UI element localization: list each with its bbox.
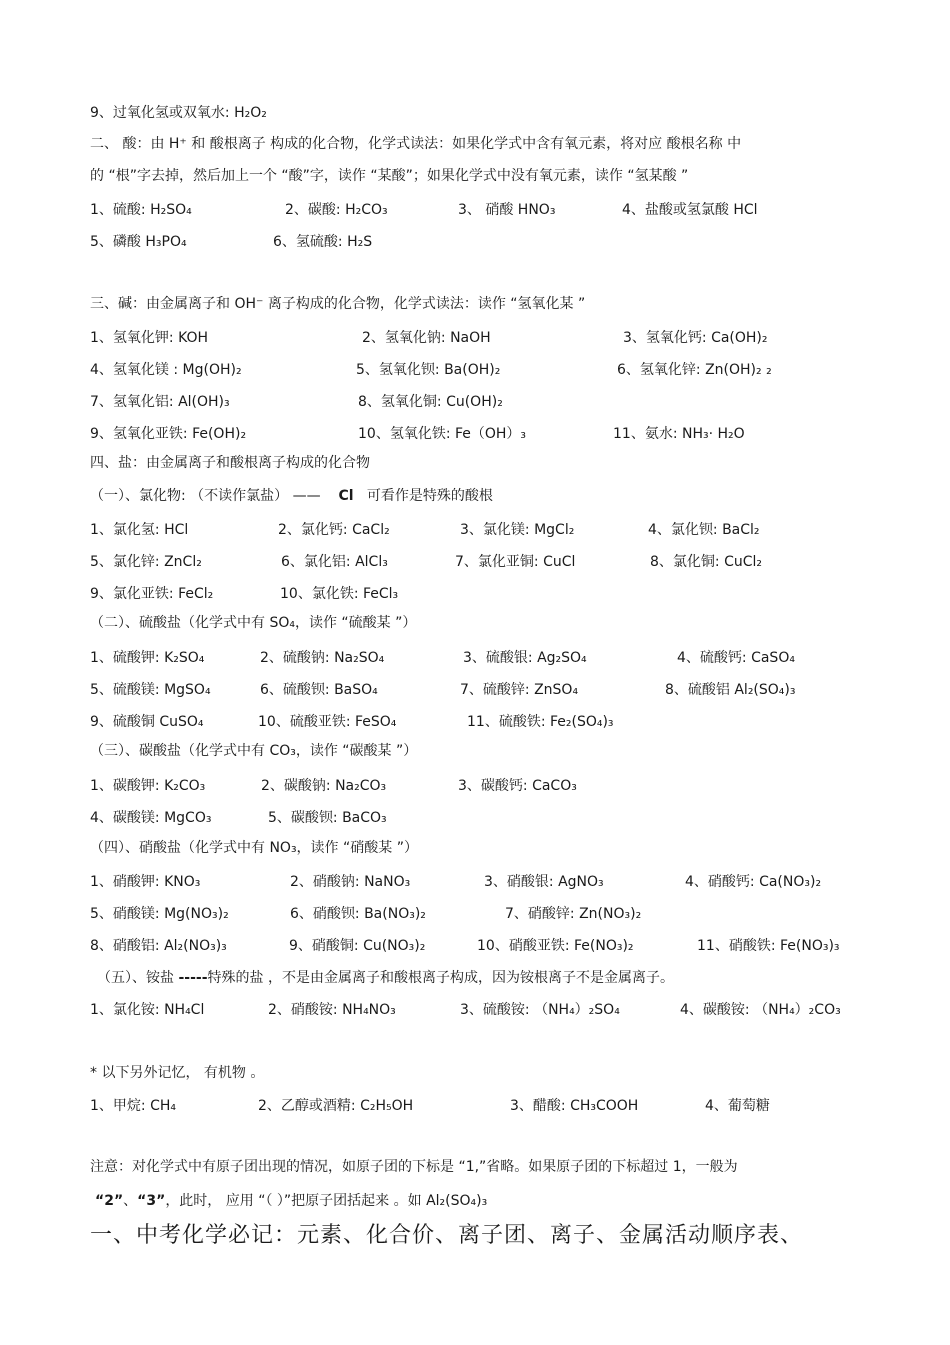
ammonium-heading-post: 特殊的盐 ，不是由金属离子和酸根离子构成，因为铵根离子不是金属离子。 xyxy=(207,970,674,986)
organic-intro: * 以下另外记忆， 有机物 。 xyxy=(90,1065,265,1081)
chloride-item: 10、氯化铁: FeCl₃ xyxy=(280,586,399,602)
organic-item: 3、醋酸: CH₃COOH xyxy=(510,1098,639,1114)
organic-item: 2、乙醇或酒精: C₂H₅OH xyxy=(258,1098,414,1114)
line-h2o2: 9、过氧化氢或双氧水: H₂O₂ xyxy=(90,105,267,121)
chloride-item: 9、氯化亚铁: FeCl₂ xyxy=(90,586,214,602)
acid-item: 3、 硝酸 HNO₃ xyxy=(458,202,556,218)
ammonium-item: 4、碳酸铵: （NH₄）₂CO₃ xyxy=(680,1002,841,1018)
acid-item: 4、盐酸或氢氯酸 HCl xyxy=(622,202,758,218)
chloride-item: 1、氯化氢: HCl xyxy=(90,522,189,538)
base-item: 9、氢氧化亚铁: Fe(OH)₂ xyxy=(90,426,247,442)
nitrate-item: 7、硝酸锌: Zn(NO₃)₂ xyxy=(505,906,642,922)
sulfate-item: 2、硫酸钠: Na₂SO₄ xyxy=(260,650,385,666)
acid-item: 2、碳酸: H₂CO₃ xyxy=(285,202,388,218)
note-line-2-rest: ，此时， 应用 “（ ）”把原子团括起来 。如 Al₂(SO₄)₃ xyxy=(165,1193,488,1209)
acid-item: 5、磷酸 H₃PO₄ xyxy=(90,234,187,250)
acid-item: 6、氢硫酸: H₂S xyxy=(273,234,373,250)
base-item: 11、氨水: NH₃· H₂O xyxy=(613,426,745,442)
sulfate-item: 1、硫酸钾: K₂SO₄ xyxy=(90,650,205,666)
sulfate-item: 11、硫酸铁: Fe₂(SO₄)₃ xyxy=(467,714,614,730)
nitrate-item: 10、硝酸亚铁: Fe(NO₃)₂ xyxy=(477,938,634,954)
chloride-item: 3、氯化镁: MgCl₂ xyxy=(460,522,575,538)
ammonium-item: 1、氯化铵: NH₄Cl xyxy=(90,1002,205,1018)
carbonate-heading: （三）、碳酸盐（化学式中有 CO₃，读作 “碳酸某 ”） xyxy=(90,743,418,759)
sulfate-item: 10、硫酸亚铁: FeSO₄ xyxy=(258,714,397,730)
base-item: 2、氢氧化钠: NaOH xyxy=(362,330,491,346)
sulfate-item: 6、硫酸钡: BaSO₄ xyxy=(260,682,378,698)
nitrate-item: 8、硝酸铝: Al₂(NO₃)₃ xyxy=(90,938,227,954)
note-separator: 、 xyxy=(123,1193,138,1209)
chloride-item: 8、氯化铜: CuCl₂ xyxy=(650,554,762,570)
base-item: 7、氢氧化铝: Al(OH)₃ xyxy=(90,394,230,410)
carbonate-item: 5、碳酸钡: BaCO₃ xyxy=(268,810,387,826)
acid-intro-1: 二、 酸：由 H⁺ 和 酸根离子 构成的化合物，化学式读法：如果化学式中含有氧元素，将对应 酸根名称 中 xyxy=(90,136,742,152)
base-item: 6、氢氧化锌: Zn(OH)₂ ₂ xyxy=(617,362,772,378)
organic-item: 4、葡萄糖 xyxy=(705,1098,770,1114)
ammonium-heading-dashes: ----- xyxy=(178,970,208,986)
acid-intro-2: 的 “根”字去掉，然后加上一个 “酸”字，读作 “某酸”；如果化学式中没有氧元素，读作 “氢某酸 ” xyxy=(90,168,689,184)
chloride-item: 4、氯化钡: BaCl₂ xyxy=(648,522,760,538)
acid-item: 1、硫酸: H₂SO₄ xyxy=(90,202,192,218)
base-item: 8、氢氧化铜: Cu(OH)₂ xyxy=(358,394,503,410)
sulfate-heading: （二）、硫酸盐（化学式中有 SO₄，读作 “硫酸某 ”） xyxy=(90,615,417,631)
chloride-item: 7、氯化亚铜: CuCl xyxy=(455,554,576,570)
nitrate-item: 5、硝酸镁: Mg(NO₃)₂ xyxy=(90,906,229,922)
nitrate-item: 3、硝酸银: AgNO₃ xyxy=(484,874,604,890)
base-item: 3、氢氧化钙: Ca(OH)₂ xyxy=(623,330,768,346)
sulfate-item: 8、硫酸铝 Al₂(SO₄)₃ xyxy=(665,682,796,698)
note-line-2 xyxy=(95,1191,487,1211)
base-item: 1、氢氧化钾: KOH xyxy=(90,330,209,346)
base-item: 5、氢氧化钡: Ba(OH)₂ xyxy=(356,362,501,378)
chloride-heading-pre: （一）、氯化物: （不读作氯盐） —— xyxy=(90,488,321,504)
carbonate-item: 2、碳酸钠: Na₂CO₃ xyxy=(261,778,387,794)
nitrate-item: 4、硝酸钙: Ca(NO₃)₂ xyxy=(685,874,822,890)
nitrate-item: 1、硝酸钾: KNO₃ xyxy=(90,874,201,890)
note-line-1: 注意：对化学式中有原子团出现的情况，如原子团的下标是 “1,”省略。如果原子团的下标超过 1，一般为 xyxy=(90,1159,738,1175)
chloride-heading-post: 可看作是特殊的酸根 xyxy=(366,488,493,504)
section-heading: 一、中考化学必记：元素、化合价、离子团、离子、金属活动顺序表、 xyxy=(90,1223,804,1248)
nitrate-item: 6、硝酸钡: Ba(NO₃)₂ xyxy=(290,906,426,922)
sulfate-item: 9、硫酸铜 CuSO₄ xyxy=(90,714,204,730)
base-item: 10、氢氧化铁: Fe（OH）₃ xyxy=(358,426,527,442)
carbonate-item: 4、碳酸镁: MgCO₃ xyxy=(90,810,212,826)
base-intro: 三、碱：由金属离子和 OH⁻ 离子构成的化合物，化学式读法：读作 “氢氧化某 ” xyxy=(90,296,586,312)
note-bold-3: “3” xyxy=(137,1193,166,1209)
ammonium-item: 3、硫酸铵: （NH₄）₂SO₄ xyxy=(460,1002,620,1018)
chloride-item: 2、氯化钙: CaCl₂ xyxy=(278,522,390,538)
organic-item: 1、甲烷: CH₄ xyxy=(90,1098,176,1114)
ammonium-heading xyxy=(97,968,674,988)
carbonate-item: 1、碳酸钾: K₂CO₃ xyxy=(90,778,206,794)
base-item: 4、氢氧化镁 : Mg(OH)₂ xyxy=(90,362,242,378)
chloride-heading-ion: Cl xyxy=(338,488,354,504)
sulfate-item: 3、硫酸银: Ag₂SO₄ xyxy=(463,650,587,666)
ammonium-item: 2、硝酸铵: NH₄NO₃ xyxy=(268,1002,396,1018)
ammonium-heading-pre: （五）、铵盐 xyxy=(97,970,174,986)
carbonate-item: 3、碳酸钙: CaCO₃ xyxy=(458,778,577,794)
sulfate-item: 5、硫酸镁: MgSO₄ xyxy=(90,682,211,698)
chloride-item: 5、氯化锌: ZnCl₂ xyxy=(90,554,202,570)
salt-intro: 四、盐：由金属离子和酸根离子构成的化合物 xyxy=(90,455,370,471)
chloride-heading xyxy=(90,486,493,506)
nitrate-item: 2、硝酸钠: NaNO₃ xyxy=(290,874,411,890)
nitrate-heading: （四）、硝酸盐（化学式中有 NO₃，读作 “硝酸某 ”） xyxy=(90,840,418,856)
note-bold-2: “2” xyxy=(95,1193,124,1209)
sulfate-item: 7、硫酸锌: ZnSO₄ xyxy=(460,682,579,698)
chloride-item: 6、氯化铝: AlCl₃ xyxy=(281,554,388,570)
nitrate-item: 11、硝酸铁: Fe(NO₃)₃ xyxy=(697,938,840,954)
sulfate-item: 4、硫酸钙: CaSO₄ xyxy=(677,650,795,666)
nitrate-item: 9、硝酸铜: Cu(NO₃)₂ xyxy=(289,938,426,954)
